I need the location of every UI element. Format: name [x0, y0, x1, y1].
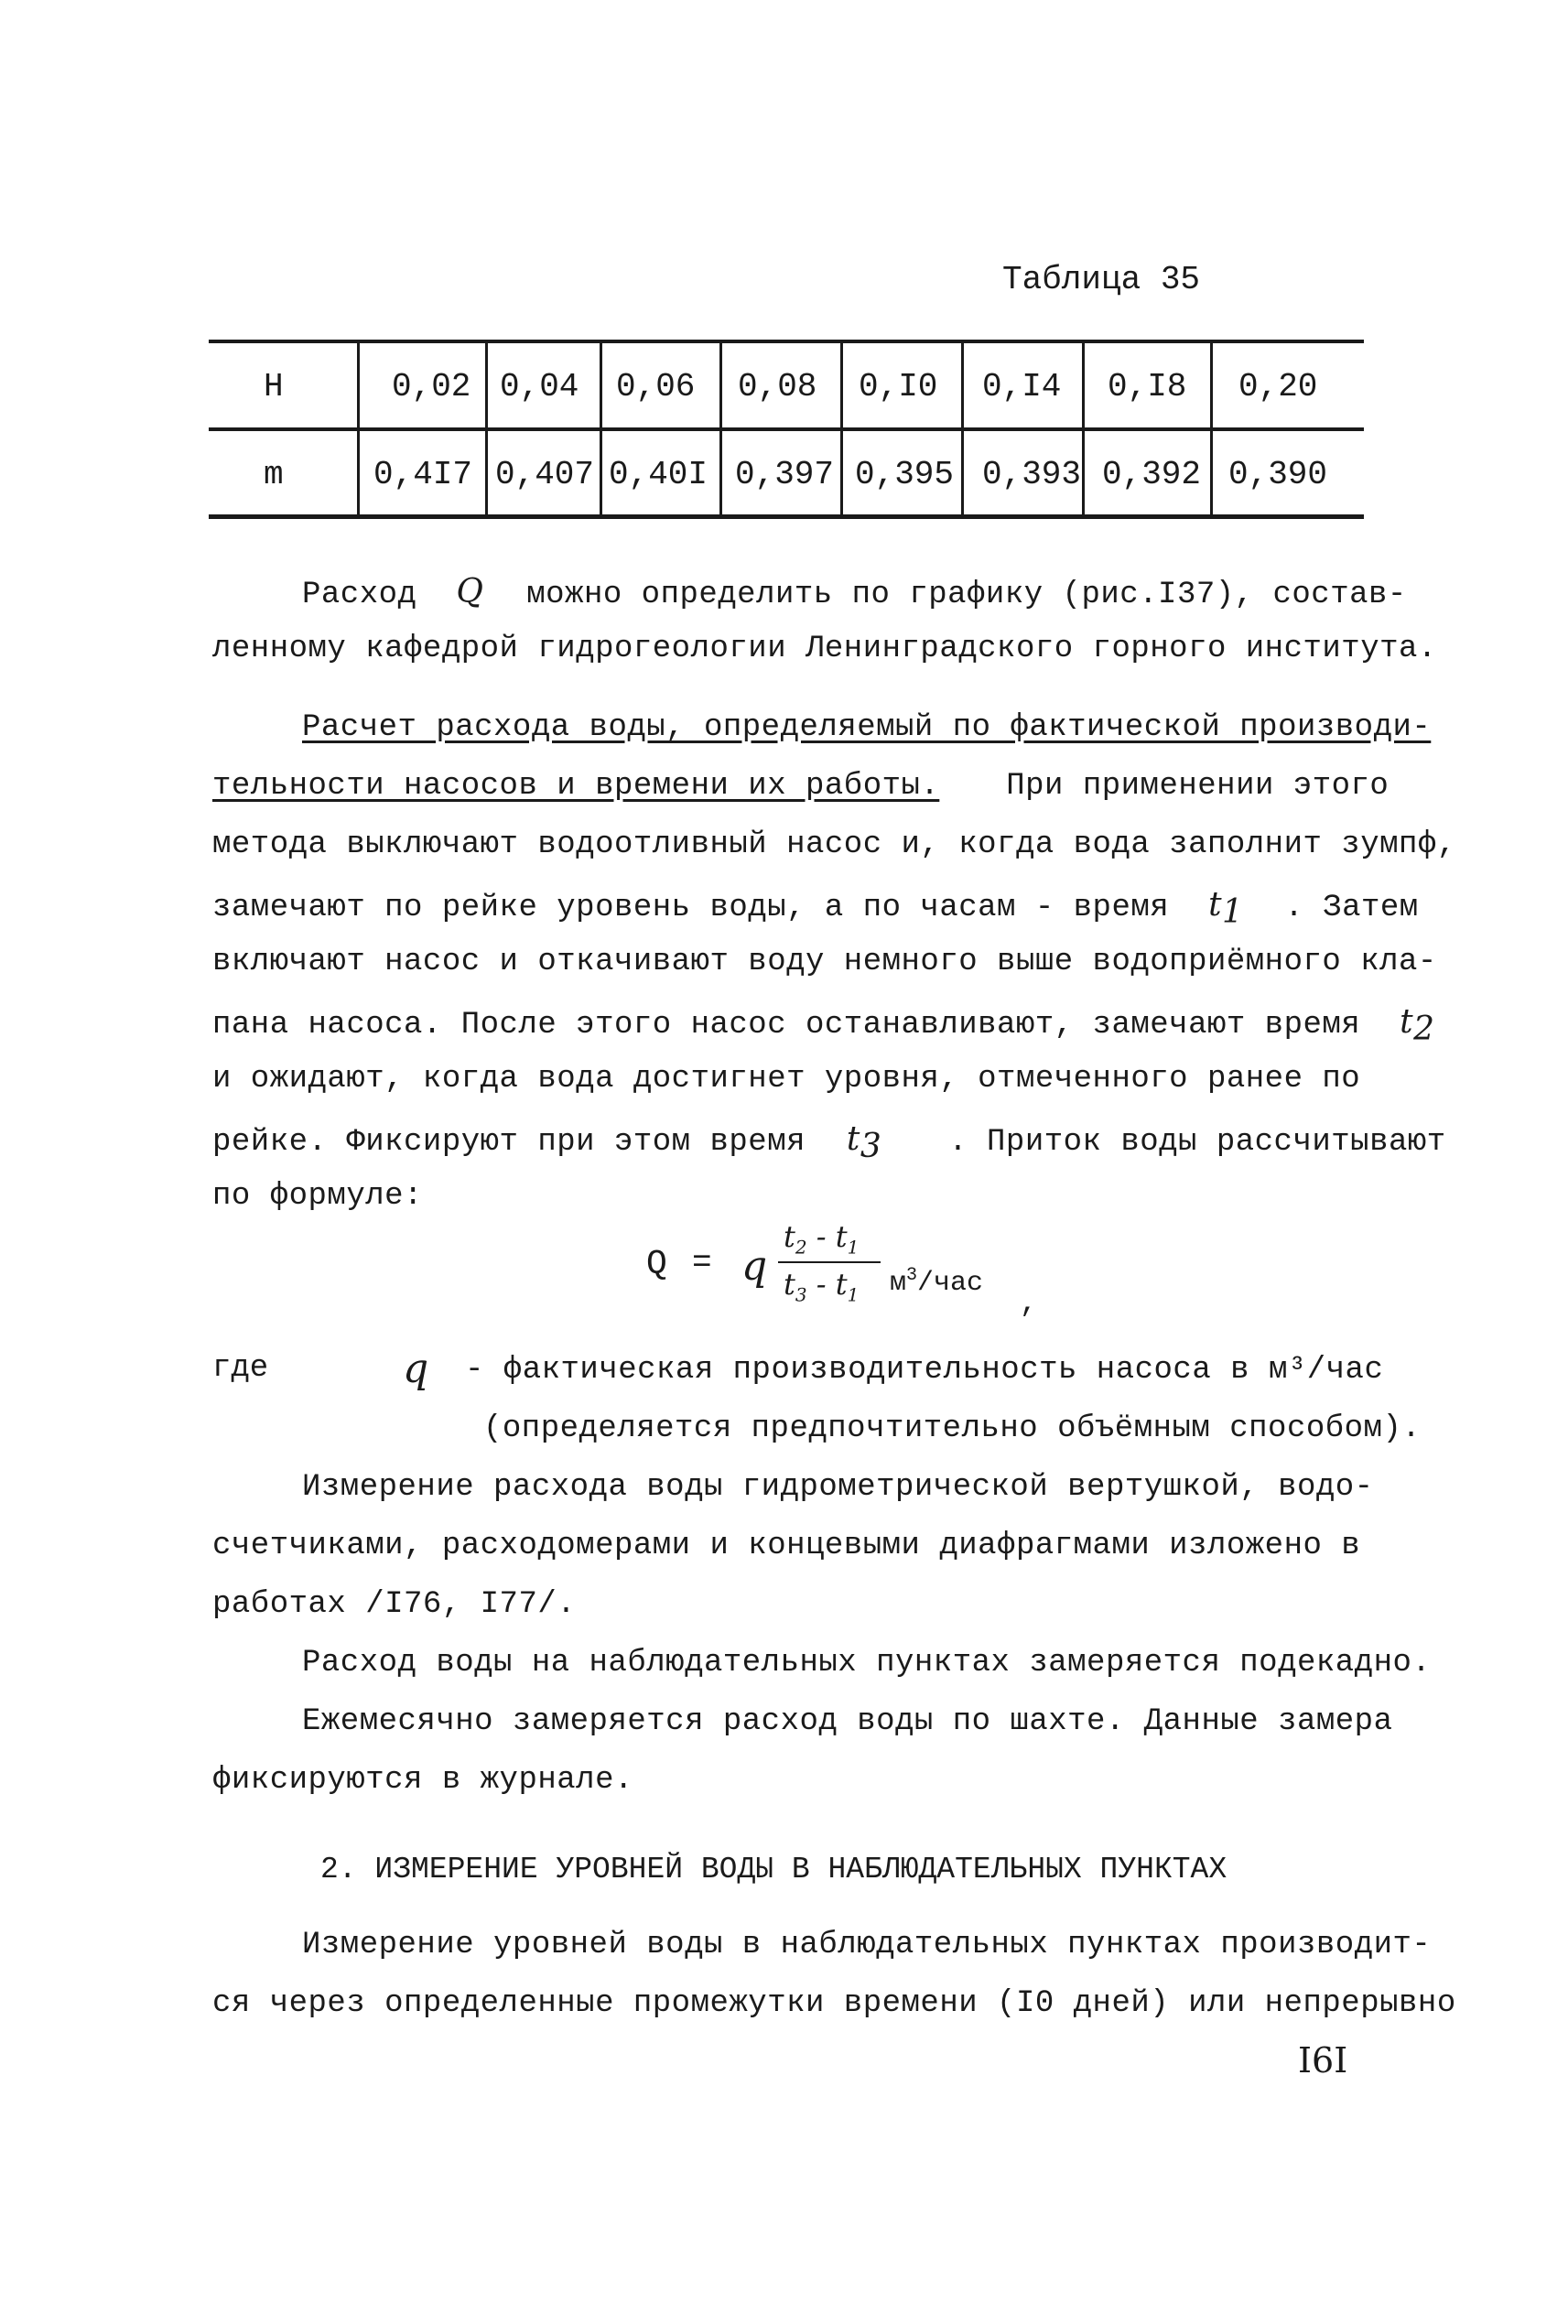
paragraph-line: Расход воды на наблюдательных пунктах замеряется подекадно.: [302, 1646, 1432, 1681]
table-rule-bottom: [209, 514, 1364, 519]
table-col-divider: [719, 340, 722, 519]
formula-lhs: Q: [646, 1245, 667, 1284]
formula-unit: [890, 1267, 983, 1297]
paragraph-line: включают насос и откачивают воду немного выше водоприёмного кла-: [212, 945, 1437, 979]
formula-denominator: [784, 1267, 859, 1305]
formula-op: -: [806, 1267, 836, 1302]
formula-unit-rest: /час: [917, 1268, 984, 1299]
section-heading: 2. ИЗМЕРЕНИЕ УРОВНЕЙ ВОДЫ В НАБЛЮДАТЕЛЬНЫХ ПУНКТАХ: [320, 1853, 1227, 1886]
where-line: (определяется предпочтительно объёмным способом).: [483, 1411, 1422, 1446]
table-cell: 0,397: [735, 456, 835, 493]
formula-op: -: [806, 1219, 836, 1254]
paragraph-line: Измерение уровней воды в наблюдательных пунктах производит-: [302, 1928, 1432, 1962]
text-run: рейке. Фиксируют при этом время: [212, 1125, 806, 1160]
paragraph-line: фиксируются в журнале.: [212, 1763, 633, 1798]
paragraph-line: [212, 1003, 1434, 1048]
table-col-divider: [1210, 340, 1213, 519]
table-cell: 0,395: [855, 456, 955, 493]
paragraph-line: работах /I76, I77/.: [212, 1587, 577, 1622]
data-table: [209, 331, 1364, 522]
formula-var: t: [784, 1219, 795, 1254]
table-cell: 0,I4: [982, 368, 1062, 405]
variable-t: t: [1208, 886, 1223, 924]
table-cell: 0,I0: [859, 368, 938, 405]
table-cell: 0,407: [495, 456, 595, 493]
table-cell: 0,393: [982, 456, 1082, 493]
table-cell: 0,40I: [609, 456, 708, 493]
formula-var: t: [835, 1219, 848, 1254]
table-cell: 0,4I7: [373, 456, 473, 493]
fraction-bar: [778, 1261, 881, 1263]
paragraph-line: счетчиками, расходомерами и концевыми диафрагмами изложено в: [212, 1529, 1361, 1563]
text-run: Расход: [302, 578, 417, 612]
where-label: где: [212, 1351, 269, 1386]
paragraph-line: ся через определенные промежутки времени (I0 дней) или непрерывно: [212, 1986, 1456, 2021]
variable-subscript: 2: [1413, 1010, 1435, 1048]
variable-t: t: [846, 1120, 860, 1158]
formula-numerator: [784, 1219, 859, 1258]
table-caption: Таблица 35: [1002, 261, 1201, 298]
formula-q: q: [741, 1243, 768, 1290]
paragraph-line: Ежемесячно замеряется расход воды по шахте. Данные замера: [302, 1704, 1393, 1739]
text-run: При применении этого: [1006, 769, 1390, 804]
page-number: I6I: [1298, 2040, 1348, 2081]
table-row-label: m: [264, 456, 284, 493]
table-cell: 0,390: [1228, 456, 1328, 493]
formula-sub: 3: [795, 1283, 807, 1306]
paragraph-line: ленному кафедрой гидрогеологии Ленинградского горного института.: [212, 632, 1437, 666]
text-run-underlined: тельности насосов и времени их работы.: [212, 769, 940, 804]
table-row-label: Н: [264, 368, 284, 405]
paragraph-line: [302, 573, 1407, 612]
text-run: . Затем: [1284, 891, 1419, 925]
where-line: - фактическая производительность насоса в м³/час: [465, 1353, 1384, 1388]
variable-q: Q: [456, 573, 484, 611]
formula-unit-sup: 3: [906, 1265, 918, 1286]
text-run: можно определить по графику (рис.I37), состав-: [526, 578, 1407, 612]
table-cell: 0,392: [1102, 456, 1202, 493]
table-cell: 0,04: [500, 368, 579, 405]
formula-var: t: [835, 1267, 848, 1302]
paragraph-line: и ожидают, когда вода достигнет уровня, отмеченного ранее по: [212, 1062, 1361, 1097]
paragraph-line: по формуле:: [212, 1179, 423, 1214]
table-col-divider: [600, 340, 602, 519]
table-cell: 0,02: [392, 368, 471, 405]
paragraph-line: [212, 1120, 1446, 1165]
text-run: . Приток воды рассчитывают: [948, 1125, 1446, 1160]
table-rule-middle: [209, 427, 1364, 431]
variable-subscript: 3: [860, 1127, 882, 1165]
table-col-divider: [961, 340, 964, 519]
paragraph-line: Измерение расхода воды гидрометрической вертушкой, водо-: [302, 1470, 1374, 1505]
formula-sub: 2: [795, 1236, 807, 1259]
formula-unit-base: м: [890, 1268, 907, 1299]
table-col-divider: [840, 340, 843, 519]
table-col-divider: [1082, 340, 1085, 519]
table-col-divider: [357, 340, 360, 519]
paragraph-line-underlined: Расчет расхода воды, определяемый по фактической производи-: [302, 710, 1432, 745]
text-run: замечают по рейке уровень воды, а по часам - время: [212, 891, 1170, 925]
formula-equals: =: [692, 1244, 712, 1281]
table-cell: 0,08: [738, 368, 817, 405]
table-col-divider: [485, 340, 488, 519]
table-cell: 0,06: [616, 368, 696, 405]
formula-sub: 1: [847, 1283, 860, 1306]
variable-subscript: 1: [1222, 892, 1244, 931]
where-variable-q: q: [403, 1346, 429, 1392]
table-cell: 0,20: [1238, 368, 1318, 405]
formula-comma: ,: [1020, 1286, 1038, 1320]
paragraph-line: метода выключают водоотливный насос и, когда вода заполнит зумпф,: [212, 827, 1456, 862]
table-cell: 0,I8: [1108, 368, 1187, 405]
table-rule-top: [209, 340, 1364, 343]
text-run: пана насоса. После этого насос останавливают, замечают время: [212, 1008, 1361, 1043]
variable-t: t: [1400, 1003, 1414, 1041]
paragraph-line: [212, 769, 1389, 804]
formula-sub: 1: [847, 1236, 860, 1259]
paragraph-line: [212, 886, 1419, 931]
formula-var: t: [784, 1267, 795, 1302]
